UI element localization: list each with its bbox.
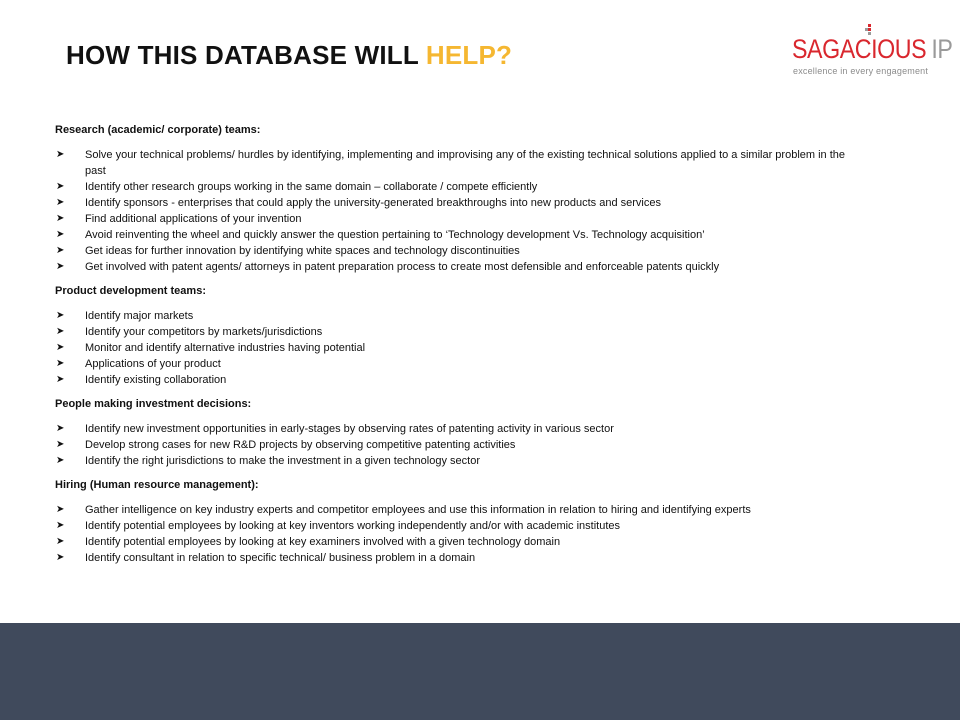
list-item [55,179,855,195]
logo-name-primary: SAGACIOUS [792,34,927,64]
list-item-text: Gather intelligence on key industry experts and competitor employees and use this information in relation to hiring and identifying experts [85,504,751,516]
list-item-text: Avoid reinventing the wheel and quickly answer the question pertaining to ‘Technology development Vs. Technology acquisition’ [85,229,705,241]
title-text: HOW THIS DATABASE WILL [66,40,426,70]
arrowhead-bullet-icon: ➤ [56,455,65,466]
arrowhead-bullet-icon: ➤ [56,439,65,450]
section [55,122,855,275]
section [55,477,855,566]
arrowhead-bullet-icon: ➤ [56,536,65,547]
list-item-text: Identify potential employees by looking at key examiners involved with a given technology domain [85,536,561,548]
list-item [55,502,855,518]
list-item [55,534,855,550]
list-item-text: Identify existing collaboration [85,374,227,386]
list-item [55,340,855,356]
section-heading: Research (academic/ corporate) teams: [55,124,261,136]
page-title [66,40,512,71]
logo-wordmark [792,34,952,65]
list-item-text: Identify your competitors by markets/jurisdictions [85,326,323,338]
list-item-text: Identify new investment opportunities in early-stages by observing rates of patenting activity in various sector [85,423,614,435]
section [55,396,855,469]
section [55,283,855,388]
list-item [55,421,855,437]
logo-tagline: excellence in every engagement [793,66,929,76]
list-item-text: Develop strong cases for new R&D projects by observing competitive patenting activities [85,439,516,451]
arrowhead-bullet-icon: ➤ [56,213,65,224]
list-item [55,453,855,469]
list-item-text: Get involved with patent agents/ attorneys in patent preparation process to create most defensible and enforceable patents quickly [85,261,720,273]
list-item-text: Find additional applications of your invention [85,213,302,225]
arrowhead-bullet-icon: ➤ [56,326,65,337]
bullet-list [55,308,855,388]
list-item-text: Identify sponsors - enterprises that could apply the university-generated breakthroughs into new products and services [85,197,661,209]
arrowhead-bullet-icon: ➤ [56,423,65,434]
list-item [55,372,855,388]
arrowhead-bullet-icon: ➤ [56,358,65,369]
list-item [55,147,855,179]
arrowhead-bullet-icon: ➤ [56,520,65,531]
company-logo [790,24,953,84]
list-item [55,243,855,259]
arrowhead-bullet-icon: ➤ [56,245,65,256]
arrowhead-bullet-icon: ➤ [56,149,65,160]
list-item-text: Identify potential employees by looking at key inventors working independently and/or with academic institutes [85,520,621,532]
section-heading: People making investment decisions: [55,398,252,410]
arrowhead-bullet-icon: ➤ [56,374,65,385]
list-item [55,518,855,534]
list-item [55,550,855,566]
list-item [55,259,855,275]
list-item [55,195,855,211]
list-item [55,308,855,324]
content-body [55,122,855,574]
arrowhead-bullet-icon: ➤ [56,504,65,515]
arrowhead-bullet-icon: ➤ [56,310,65,321]
list-item [55,437,855,453]
arrowhead-bullet-icon: ➤ [56,342,65,353]
list-item-text: Identify other research groups working in the same domain – collaborate / compete efficiently [85,181,538,193]
arrowhead-bullet-icon: ➤ [56,181,65,192]
list-item-text: Monitor and identify alternative industries having potential [85,342,366,354]
list-item [55,227,855,243]
arrowhead-bullet-icon: ➤ [56,552,65,563]
bullet-list [55,147,855,275]
arrowhead-bullet-icon: ➤ [56,229,65,240]
section-heading: Product development teams: [55,285,206,297]
footer-bar [0,623,960,720]
list-item [55,211,855,227]
list-item-text: Identify consultant in relation to specific technical/ business problem in a domain [85,552,476,564]
list-item [55,324,855,340]
list-item-text: Identify the right jurisdictions to make the investment in a given technology sector [85,455,480,467]
list-item [55,356,855,372]
arrowhead-bullet-icon: ➤ [56,261,65,272]
list-item-text: Solve your technical problems/ hurdles by identifying, implementing and improvising any of the existing technical solutions applied to a similar problem in the past [85,149,846,177]
list-item-text: Applications of your product [85,358,221,370]
bullet-list [55,502,855,566]
bullet-list [55,421,855,469]
list-item-text: Get ideas for further innovation by identifying white spaces and technology discontinuities [85,245,520,257]
title-accent-text: HELP? [425,40,513,70]
arrowhead-bullet-icon: ➤ [56,197,65,208]
list-item-text: Identify major markets [85,310,194,322]
logo-name-secondary: IP [931,34,953,64]
section-heading: Hiring (Human resource management): [55,479,259,491]
